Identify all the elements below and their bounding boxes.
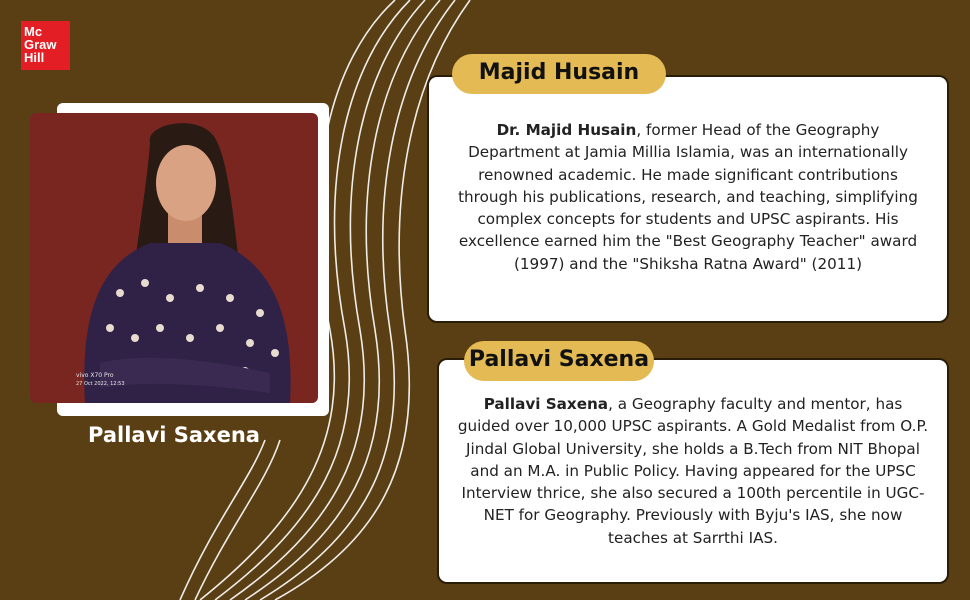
- photo-caption: Pallavi Saxena: [88, 423, 260, 447]
- portrait-illustration: [30, 113, 318, 403]
- bio-body: , a Geography faculty and mentor, has guided over 10,000 UPSC aspirants. A Gold Medalist from O.P. Jindal Global University, she holds a B.Tech from NIT Bhopal and an M.A. in Public Policy. Having appeared for the UPSC Interview thrice, she also secured a 100th percentile in UGC-NET for Geography. Previously with Byju's IAS, she now teaches at Sarrthi IAS.: [457, 395, 929, 547]
- bio-body: , former Head of the Geography Department at Jamia Millia Islamia, was an internationally renowned academic. He made significant contributions through his publications, research, and teaching, simplifying complex concepts for students and UPSC aspirants. His excellence earned him the "Best Geography Teacher" award (1997) and the "Shiksha Ratna Award" (2011): [458, 121, 918, 273]
- photo-watermark-date: 27 Oct 2022, 12:53: [76, 381, 125, 387]
- heading-pill-majid-husain: Majid Husain: [452, 54, 666, 94]
- logo-line-1: Mc: [24, 24, 43, 39]
- bio-lead-name: Pallavi Saxena: [483, 395, 609, 413]
- heading-pill-pallavi-saxena: Pallavi Saxena: [464, 341, 654, 381]
- mcgraw-hill-logo: [21, 21, 70, 70]
- bio-lead-name: Dr. Majid Husain: [496, 121, 637, 139]
- logo-line-3: Hill: [24, 50, 45, 65]
- photo-watermark-device: vivo X70 Pro: [76, 372, 114, 379]
- bio-card-majid-husain: [427, 75, 949, 323]
- bio-card-pallavi-saxena: [437, 358, 949, 584]
- logo-line-2: Graw: [24, 37, 57, 52]
- bio-text: [458, 121, 918, 273]
- author-photo: [30, 113, 318, 403]
- bio-text: [458, 395, 928, 547]
